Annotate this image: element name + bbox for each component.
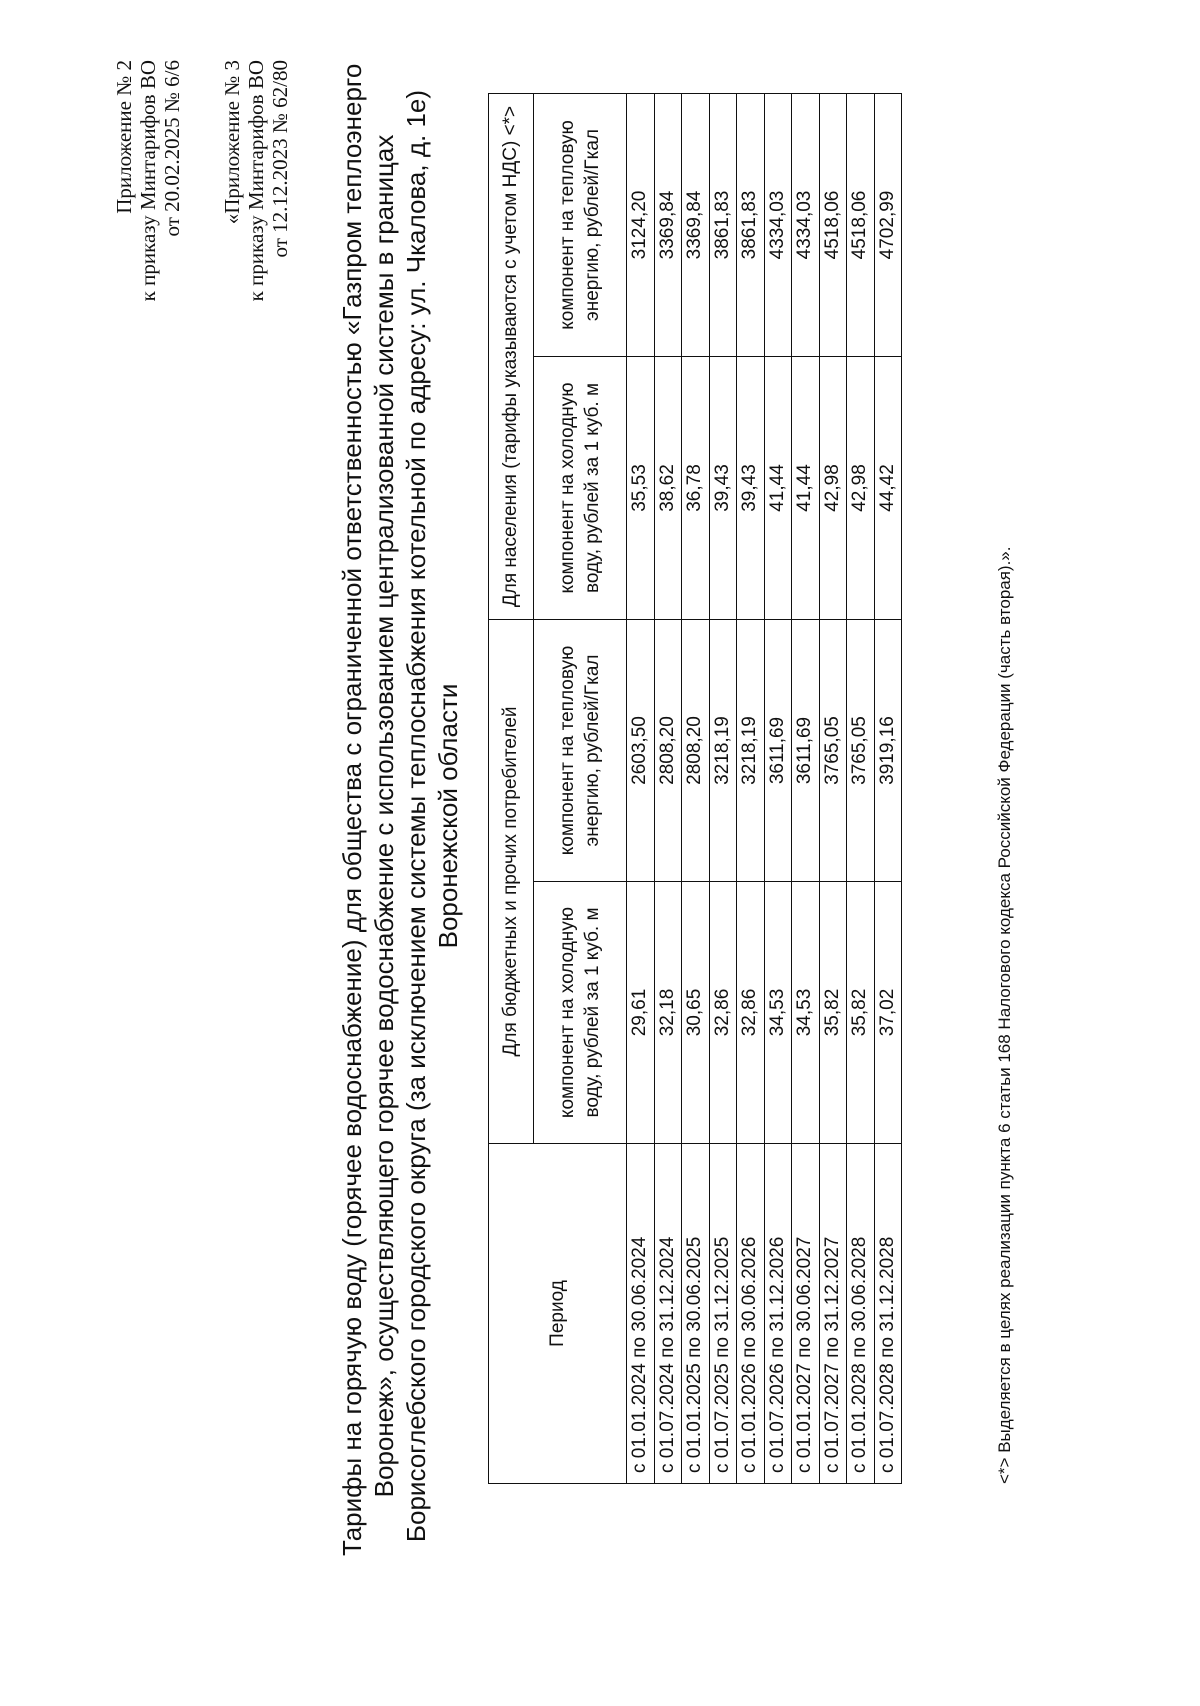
budget-heat-cell: 3611,69: [792, 619, 820, 881]
tax-footnote: <*> Выделяется в целях реализации пункта 6 статьи 168 Налогового кодекса Российской Федерации (часть вторая).».: [995, 546, 1014, 1484]
population-water-cell: 39,43: [709, 356, 737, 619]
period-cell: с 01.01.2026 по 30.06.2026: [737, 1144, 765, 1484]
period-cell: с 01.07.2027 по 31.12.2027: [819, 1144, 847, 1484]
period-header: Период: [489, 1144, 627, 1484]
population-heat-cell: 3369,84: [682, 93, 710, 356]
appendix-reference-previous: [220, 60, 292, 301]
table-row: [709, 93, 737, 1483]
population-heat-cell: 4518,06: [847, 93, 875, 356]
budget-heat-cell: 3611,69: [764, 619, 792, 881]
title-line: Борисоглебского городского округа (за исключением системы теплоснабжения котельной по адресу: ул. Чкалова, д. 1е): [401, 89, 431, 1543]
period-cell: с 01.07.2025 по 31.12.2025: [709, 1144, 737, 1484]
population-heat-cell: 3124,20: [627, 93, 655, 356]
appendix-reference-current: [112, 60, 184, 301]
population-heat-energy-header: компонент на тепловую энергию, рублей/Гкал: [534, 93, 627, 356]
budget-water-cell: 35,82: [847, 882, 875, 1144]
table-row: [819, 93, 847, 1483]
period-cell: с 01.01.2027 по 30.06.2027: [792, 1144, 820, 1484]
population-water-cell: 38,62: [654, 356, 682, 619]
budget-water-cell: 30,65: [682, 882, 710, 1144]
population-water-cell: 36,78: [682, 356, 710, 619]
population-water-cell: 42,98: [819, 356, 847, 619]
budget-heat-cell: 3218,19: [709, 619, 737, 881]
population-water-cell: 44,42: [874, 356, 902, 619]
budget-heat-cell: 3919,16: [874, 619, 902, 881]
period-cell: с 01.01.2024 по 30.06.2024: [627, 1144, 655, 1484]
population-heat-cell: 3861,83: [737, 93, 765, 356]
budget-heat-energy-header: компонент на тепловую энергию, рублей/Гкал: [534, 619, 627, 881]
table-row: [847, 93, 875, 1483]
appendix-line: от 20.02.2025 № 6/6: [160, 60, 184, 237]
population-water-cell: 42,98: [847, 356, 875, 619]
budget-heat-cell: 3765,05: [847, 619, 875, 881]
table-row: [682, 93, 710, 1483]
population-heat-cell: 3861,83: [709, 93, 737, 356]
table-row: [792, 93, 820, 1483]
population-heat-cell: 4334,03: [764, 93, 792, 356]
budget-heat-cell: 2603,50: [627, 619, 655, 881]
period-cell: с 01.07.2026 по 31.12.2026: [764, 1144, 792, 1484]
document-title: [336, 63, 464, 1556]
period-cell: с 01.07.2028 по 31.12.2028: [874, 1144, 902, 1484]
population-group-header: Для населения (тарифы указываются с учетом НДС) <*>: [489, 93, 534, 619]
appendix-line: «Приложение № 3: [220, 60, 244, 225]
tariff-table: [488, 93, 902, 1484]
budget-water-cell: 32,18: [654, 882, 682, 1144]
table-row: [627, 93, 655, 1483]
budget-water-cell: 34,53: [792, 882, 820, 1144]
budget-heat-cell: 2808,20: [654, 619, 682, 881]
title-line: Тарифы на горячую воду (горячее водоснабжение) для общества с ограниченной ответственностью «Газпром теплоэнерго: [337, 63, 367, 1556]
population-heat-cell: 4334,03: [792, 93, 820, 356]
budget-water-cell: 37,02: [874, 882, 902, 1144]
title-line: Воронеж», осуществляющего горячее водоснабжение с использованием централизованной системы в границах: [369, 134, 399, 1498]
population-heat-cell: 3369,84: [654, 93, 682, 356]
appendix-line: к приказу Минтарифов ВО: [136, 60, 160, 302]
population-heat-cell: 4702,99: [874, 93, 902, 356]
period-cell: с 01.01.2028 по 30.06.2028: [847, 1144, 875, 1484]
budget-water-cell: 29,61: [627, 882, 655, 1144]
population-cold-water-header: компонент на холодную воду, рублей за 1 куб. м: [534, 356, 627, 619]
budget-heat-cell: 3765,05: [819, 619, 847, 881]
table-row: [874, 93, 902, 1483]
appendix-line: к приказу Минтарифов ВО: [244, 60, 268, 302]
population-water-cell: 41,44: [764, 356, 792, 619]
appendix-line: от 12.12.2023 № 62/80: [268, 60, 292, 258]
budget-water-cell: 32,86: [709, 882, 737, 1144]
budget-group-header: Для бюджетных и прочих потребителей: [489, 619, 534, 1143]
period-cell: с 01.07.2024 по 31.12.2024: [654, 1144, 682, 1484]
population-water-cell: 39,43: [737, 356, 765, 619]
period-cell: с 01.01.2025 по 30.06.2025: [682, 1144, 710, 1484]
budget-water-cell: 35,82: [819, 882, 847, 1144]
table-row: [654, 93, 682, 1483]
appendix-line: Приложение № 2: [112, 60, 136, 214]
budget-water-cell: 32,86: [737, 882, 765, 1144]
population-water-cell: 41,44: [792, 356, 820, 619]
budget-heat-cell: 3218,19: [737, 619, 765, 881]
budget-heat-cell: 2808,20: [682, 619, 710, 881]
population-heat-cell: 4518,06: [819, 93, 847, 356]
table-row: [764, 93, 792, 1483]
budget-water-cell: 34,53: [764, 882, 792, 1144]
budget-cold-water-header: компонент на холодную воду, рублей за 1 куб. м: [534, 882, 627, 1144]
population-water-cell: 35,53: [627, 356, 655, 619]
table-row: [737, 93, 765, 1483]
title-line: Воронежской области: [433, 683, 463, 949]
